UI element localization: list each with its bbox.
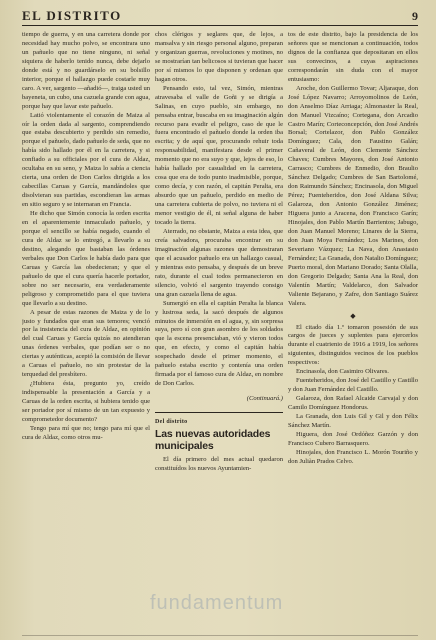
watermark: fundamentum (150, 592, 284, 614)
paragraph: Latió violentamente el corazón de Maiza al oír la orden dada al sargento, comprendiendo que estaba descubierto y perdido sin remedio, porque el pañuelo, dado pañuelo de seda, que no había sido hallado por él en la carretera, y si confiado a su officiales por el cura de Aldaz, ocultaba en su seno, y Maiza lo sabía a ciencia cierta, una orden de Don Carlos dirigida a los cabecillas Caruas y García, mandándoles que disolvieran sus partidas, escondieran las armas en sitio seguro y se internaran en Francia. (22, 111, 150, 209)
paragraph: A pesar de estas razones de Maiza y de lo justo y fundados que eran sus temores; venció por la insistencia del cura de Aldaz, en opinión del cual Caruas y García quizás no atendieran unas órdenes verbales, que podían ser o no ciertas y auténticas, aceptó la comisión de llevar a Caruas el pañuelo, no sin protestar de la terquedad del presbítero. (22, 308, 150, 379)
paragraph: Galaroza, don Rafael Alcaide Carvajal y don Camilo Domínguez Hondorus. (288, 395, 418, 412)
paragraph: Pensando esto, tal vez, Simón, mientras atravesaba el valle de Goñi y se dirigía a Salinas, en cuyo pueblo, sin embargo, no pensaba entrar, buscaba en su imaginación algún recurso para evadir el peligro, caso de que le fuera encontrado el pañuelo donde la orden iba escrita; y de aquí que, procurando rehuir toda responsabilidad, manifestara desde el primer momento que no era suyo y que, lejos de eso, lo había hallado por casualidad en la carretera, cosa que era de todo punto inadmisible, porque, como decía, y con razón, el capitán Peralta, era absurdo que un pañuelo, perdido en medio de una carretera cubierta de polvo, no tuviera ni el menor vestigio de él, ni señal alguna de haber tocado la tierra. (155, 84, 283, 227)
paragraph: Hinojales, don Francisco L. Morón Touriño y don Juliàn Prados Celvo. (288, 448, 418, 465)
section-heading: Las nuevas autoridades municipales (155, 428, 271, 453)
paragraph: Aroche, don Guillermo Tovar; Aljaraque, don José López Navarro; Arroyomolinos de León, don Anselmo Díaz Arriaga; Almonaster la Real, don Manuel Vizcaíno; Cortegana, don Arcadio Castro Marín; Corteconcepción, don José Andrés Borsal; Cortelazor, don Pablo González Domínguez; Cala, don Faustino Galán; Cañaveral de León, don Clemente Sánchez Chaves; Cumbres Mayores, don José Antonio Carrasco; Cumbres de Enmedio, don Braulio Sánchez Delgado; Cumbres de San Bartolomé, don Raimundo Sánchez; Encinasola, don Miguel Pérez; Fuenteheridos, don José Aldana Silva; Galaroza, don Antonio González Jiménez; Higuera junto a Aracena, don Francisco Garín; Hinojales, don Pablo Martín Barrientos; Jabugo, don Juan Manuel Moreno; Linares de la Sierra, don Juan Moya Fernández; Los Marines, don Severiano Vázquez; La Nava, don Anastasio Fernández; La Granada, don Natalio Domínguez; Puerto moral, don Mariano Dorado; Santa Olalla, don Gregorio Delgado; Santa Ana la Real, don Valentín Martín; Valdelarco, don Salvador Valiente Bejarano, y Zafre, don Santiago Suárez Valera. (288, 84, 418, 307)
page-number: 9 (412, 9, 418, 23)
paragraph: El día primero del mes actual quedaron constituídos los nuevos Ayuntamien- (155, 456, 283, 472)
paragraph: He dicho que Simón conocía la orden escrita en el aparentemente inmaculado pañuelo, y porque el sencillo se había negado, cuando el cura de Aldaz se lo entregó, a llevarlo a su destino, alegando que bastaban las órdenes verbales que Don Carlos le había dado para que Caruas y García las obedecieran; y que el pañuelo de que el cura quería hacerle portador, sobre no ser necesario, era verdaderamente peligroso y comprometido para el que tuviera que llevarlo a su destino. (22, 210, 150, 307)
masthead: EL DISTRITO (22, 8, 122, 23)
column-1 (22, 31, 150, 631)
section-divider (155, 412, 283, 413)
paragraph: La Granada, don Luis Gil y Gil y don Félix Sánchez Martín. (288, 413, 418, 429)
paragraph: Sumergió en ella el capitán Peralta la blanca y lustrosa seda, la sacó después de algunos minutos de inmersión en el agua, y, sin sorpresa suya, pero sí con gran asombro de los soldados que la escena presenciaban, vió y vieron todos que, en efecto, y como el capitán había sospechado desde el primer momento, el pañuelo estaba escrito y contenía una orden firmada por el famoso cura de Aldaz, en nombre de Don Carlos. (155, 299, 283, 388)
paragraph: tos de este distrito, bajo la presidencia de los señores que se mencionan a continuación, todos dignos de la confianza que depositaran en ellos sus convecinos, a cuyas aspiraciones correspondarán sin duda con el mayor entusiasmo: (288, 31, 418, 83)
paragraph: El citado día 1.º tomaron posesión de sus cargos de jueces y suplentes para ejercerlos durante el cuatrienio de 1916 a 1919, los señores siguientes, distinguidos vecinos de los pueblos respectivos: (288, 323, 418, 367)
paragraph: Fuenteheridos, don José del Castillo y Castillo y don Juan Fernández del Castillo. (288, 377, 418, 394)
paragraph: tiempo de guerra, y en una carretera donde por necesidad hay mucho polvo, se encontrara uno un pañuelo que no tiene ninguno, ni señal siquiera de haberlo tenido nunca, debe dejarlo donde está y no guardárselo en su bolsillo interior, porque el hallazgo puede costarle muy caro. A ver, sargento —añadió—, traiga usted un bayeneta, un cubo, una cazuela grande con agua, porque hay que lavar este pañuelo. (22, 31, 150, 110)
paragraph: Tengo para mí que no; tengo para mí que el cura de Aldaz, como otros mu- (22, 424, 150, 441)
page-bottom-edge (22, 635, 418, 636)
paragraph: ¿Hubiera ésta, pregunto yo, creído indispensable la presentación a García y a Caruas de la orden escrita, si hubiera tenido que ser portador por sí mismo de un tan expuesto y comprometedor documento? (22, 380, 150, 423)
page-header (22, 6, 418, 26)
separator-ornament-icon: ◆ (350, 311, 356, 320)
paragraph: Encinasola, don Casimiro Olivares. (296, 368, 389, 376)
paragraph: Higuera, don José Ordóñez Garzón y don Francisco Cubero Barrasquero. (288, 430, 418, 447)
column-2 (155, 31, 283, 631)
paragraph: Aterrado, no obstante, Maiza a esta idea, que creía salvadora, procuraba encontrar en su imaginación algunas razones que demostraran que el acusador pañuelo era un hallazgo casual, y mientras esto pensaba, y después de un breve rato, durante el cual todos permanecieron en silencio, volvió el sargento trayendo consigo una gran cazuela llena de agua. (155, 227, 283, 298)
paragraph: chos clérigos y seglares que, de lejos, a mansalva y sin riesgo personal alguno, preparan y organizan guerras, revoluciones y motines, no se mostrarían tan belicosos si tuvieran que hacer por sí mismos lo que disponen y ordenan que hagan otros. (155, 31, 283, 83)
section-label: Del distrito (155, 419, 188, 426)
column-3 (288, 31, 418, 631)
continued-note: (Continuará.) (246, 395, 283, 403)
